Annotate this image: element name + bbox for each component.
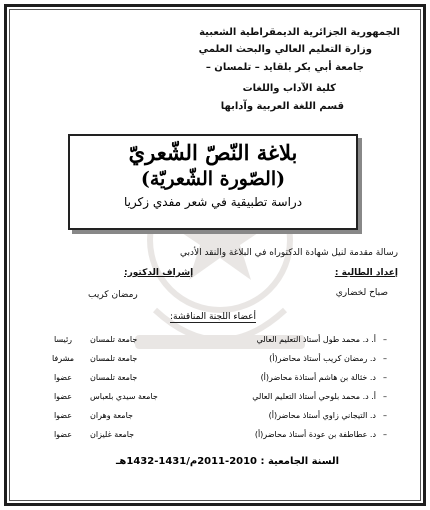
member-institution: جامعة تلمسان: [90, 354, 138, 363]
faculty-line: كلية الآداب واللغات: [242, 83, 336, 94]
member-role: عضوا: [53, 392, 73, 401]
committee-heading: أعضاء اللجنة المناقشة:: [170, 312, 257, 322]
committee-member-row: – د. رمضان كريب أستاذ محاضر(أ) جامعة تلمسان مشرفا: [40, 352, 390, 368]
thesis-subtitle: (الصّورة الشّعريّة): [140, 168, 286, 190]
member-name: د. رمضان كريب أستاذ محاضر(أ): [269, 354, 376, 363]
supervisor-label: إشراف الدكتور:: [124, 268, 194, 278]
student-label: إعداد الطالبة :: [334, 268, 398, 278]
committee-member-row: – د. خثالة بن هاشم أستاذة محاضر(أ) جامعة تلمسان عضوا: [40, 371, 390, 387]
member-institution: جامعة وهران: [90, 411, 133, 420]
member-name: د. عطاطفة بن عودة أستاذ محاضر(أ): [254, 430, 376, 439]
member-institution: جامعة غليزان: [90, 430, 135, 439]
thesis-title: بلاغة النّصّ الشّعريّ: [128, 140, 298, 165]
member-role: رئيسا: [53, 335, 73, 344]
ministry-line: وزارة التعليم العالي والبحث العلمي: [198, 44, 372, 55]
member-institution: جامعة سيدي بلعباس: [90, 392, 158, 401]
member-role: عضوا: [53, 411, 73, 420]
department-line: قسم اللغة العربية وآدابها: [220, 101, 344, 112]
member-institution: جامعة تلمسان: [90, 335, 138, 344]
committee-member-row: – د. عطاطفة بن عودة أستاذ محاضر(أ) جامعة غليزان عضوا: [40, 428, 390, 444]
committee-member-row: – د. التيجاني زاوي أستاذ محاضر(أ) جامعة وهران عضوا: [40, 409, 390, 425]
member-name: د. التيجاني زاوي أستاذ محاضر(أ): [268, 411, 376, 420]
university-line: جامعة أبي بكر بلقايد – تلمسان –: [205, 62, 364, 73]
republic-line: الجمهورية الجزائرية الديمقراطية الشعبية: [199, 27, 400, 38]
member-institution: جامعة تلمسان: [90, 373, 138, 382]
supervisor-name: رمضان كريب: [88, 290, 138, 300]
member-role: مشرفا: [51, 354, 75, 363]
member-name: أ. د. محمد بلوحي أستاذ التعليم العالي: [252, 392, 376, 401]
committee-member-row: – أ. د. محمد بلوحي أستاذ التعليم العالي جامعة سيدي بلعباس عضوا: [40, 390, 390, 406]
title-box: [68, 134, 358, 230]
thesis-note: رسالة مقدمة لنيل شهادة الدكتوراه في البلاغة والنقد الأدبي: [179, 248, 398, 258]
student-name: صباح لخضاري: [335, 288, 388, 298]
thesis-study-line: دراسة تطبيقية في شعر مفدي زكريا: [123, 195, 303, 209]
academic-year: السنة الجامعية : 2010-2011م/1431-1432هـ: [116, 456, 340, 467]
member-name: أ. د. محمد طول أستاذ التعليم العالي: [256, 335, 376, 344]
member-name: د. خثالة بن هاشم أستاذة محاضر(أ): [260, 373, 376, 382]
committee-member-row: – أ. د. محمد طول أستاذ التعليم العالي جامعة تلمسان رئيسا: [40, 333, 390, 349]
member-role: عضوا: [53, 373, 73, 382]
member-role: عضوا: [53, 430, 73, 439]
